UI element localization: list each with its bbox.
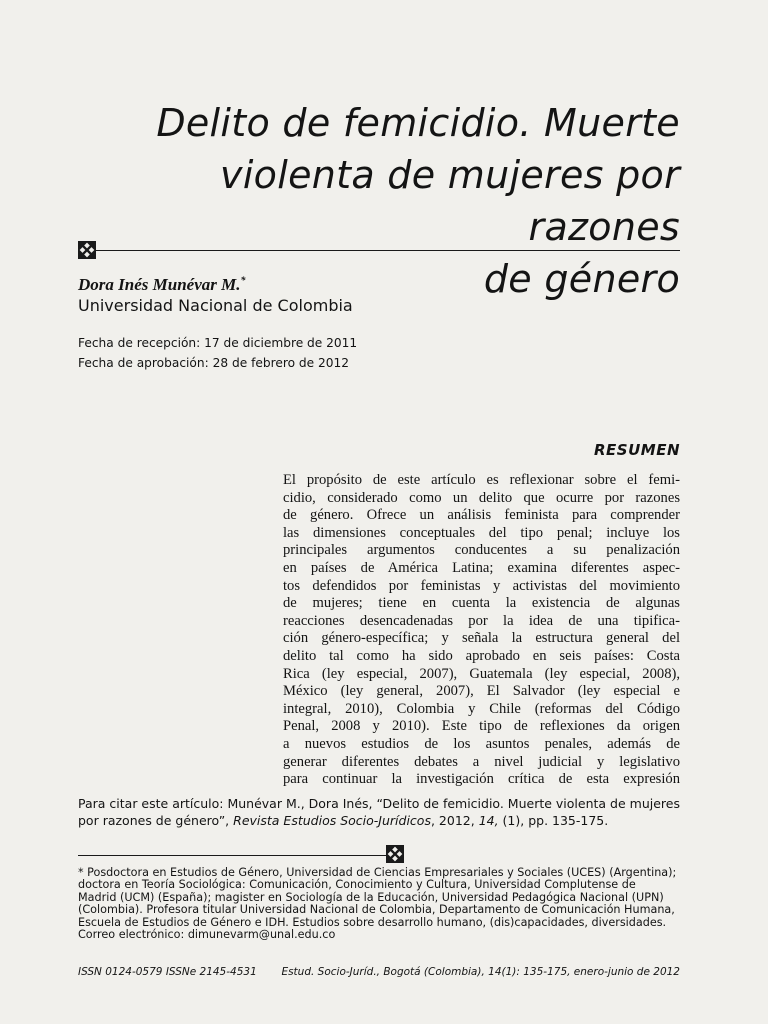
footer-issn: ISSN 0124-0579 ISSNe 2145-4531 bbox=[78, 966, 257, 978]
approved-date: Fecha de aprobación: 28 de febrero de 2012 bbox=[78, 356, 350, 370]
abstract-line: a nuevos estudios de los asuntos penales, además de bbox=[283, 735, 680, 752]
title-line-1: Delito de femicidio. Muerte bbox=[156, 101, 680, 145]
author-footnote bbox=[78, 867, 680, 941]
abstract-line: cidio, considerado como un delito que ocurre por razones bbox=[283, 489, 680, 506]
footnote-line: (Colombia). Profesora titular Universidad Nacional de Colombia, Departamento de Comunicación Humana, bbox=[78, 903, 675, 917]
footer-journal-reference: Estud. Socio-Juríd., Bogotá (Colombia), 14(1): 135-175, enero-junio de 2012 bbox=[281, 966, 680, 978]
abstract-line: para continuar la investigación crítica de esta expresión bbox=[283, 771, 680, 788]
abstract-line: tos defendidos por feministas y activistas del movimiento bbox=[283, 577, 680, 594]
citation-volume: 14, bbox=[478, 813, 499, 828]
received-date: Fecha de recepción: 17 de diciembre de 2011 bbox=[78, 336, 358, 350]
footnote-line: Madrid (UCM) (España); magister en Sociología de la Educación, Universidad Pedagógica Nacional (UPN) bbox=[78, 890, 664, 904]
ornament-icon bbox=[78, 241, 96, 259]
abstract-body bbox=[283, 472, 680, 789]
footnote-line: Correo electrónico: dimunevarm@unal.edu.co bbox=[78, 928, 336, 942]
citation-year: , 2012, bbox=[430, 813, 479, 828]
title-divider bbox=[90, 250, 680, 251]
abstract-line: Penal, 2008 y 2010). Este tipo de reflexiones da origen bbox=[283, 718, 680, 735]
abstract-line: generar diferentes debates a nivel judicial y legislativo bbox=[283, 753, 680, 770]
article-title bbox=[100, 97, 680, 305]
citation bbox=[78, 795, 682, 829]
abstract-line: delito tal como ha sido aprobado en seis países: Costa bbox=[283, 647, 680, 664]
abstract-line: ción género-específica; y señala la estructura general del bbox=[283, 630, 680, 647]
footnote-line: Escuela de Estudios de Género e IDH. Estudios sobre desarrollo humano, (dis)capacidades, diversidades. bbox=[78, 915, 667, 929]
abstract-line: principales argumentos conducentes a su penalización bbox=[283, 542, 680, 559]
citation-pages: (1), pp. 135-175. bbox=[498, 813, 609, 828]
citation-journal: Revista Estudios Socio-Jurídicos bbox=[233, 813, 431, 828]
footnote-line: doctora en Teoría Sociológica: Comunicación, Conocimiento y Cultura, Universidad Complutense de bbox=[78, 878, 636, 892]
author-footnote-mark: * bbox=[240, 275, 246, 287]
abstract-line: de mujeres; tiene en cuenta la existencia de algunas bbox=[283, 595, 680, 612]
abstract-line: reacciones desencadenadas por la idea de una tipifica- bbox=[283, 612, 680, 629]
abstract-line: El propósito de este artículo es reflexionar sobre el femi- bbox=[283, 472, 680, 488]
author-name bbox=[78, 275, 245, 295]
title-line-2: violenta de mujeres por razones bbox=[220, 153, 680, 249]
ornament-icon bbox=[386, 845, 404, 863]
abstract-line: Rica (ley especial, 2007), Guatemala (ley especial, 2008), bbox=[283, 665, 680, 682]
author-name-text: Dora Inés Munévar M. bbox=[78, 275, 241, 294]
dates-block bbox=[78, 333, 357, 373]
footnote-line: * Posdoctora en Estudios de Género, Universidad de Ciencias Empresariales y Sociales (UCES) (Argentina); bbox=[78, 866, 677, 879]
footnote-divider bbox=[78, 855, 390, 856]
abstract-line: México (ley general, 2007), El Salvador (ley especial e bbox=[283, 683, 680, 700]
abstract-line: integral, 2010), Colombia y Chile (reformas del Código bbox=[283, 700, 680, 717]
abstract-line: en países de América Latina; examina diferentes aspec- bbox=[283, 559, 680, 576]
title-line-3: de género bbox=[483, 257, 680, 301]
abstract-heading: RESUMEN bbox=[593, 441, 680, 459]
abstract-line: de género. Ofrece un análisis feminista para comprender bbox=[283, 507, 680, 524]
abstract-line: las dimensiones conceptuales del tipo penal; incluye los bbox=[283, 524, 680, 541]
citation-prefix: Para citar este artículo: Munévar M., Dora Inés, “Delito de femicidio. Muerte violenta de mujeres por razones de género”, bbox=[78, 796, 680, 828]
author-affiliation: Universidad Nacional de Colombia bbox=[78, 296, 353, 315]
